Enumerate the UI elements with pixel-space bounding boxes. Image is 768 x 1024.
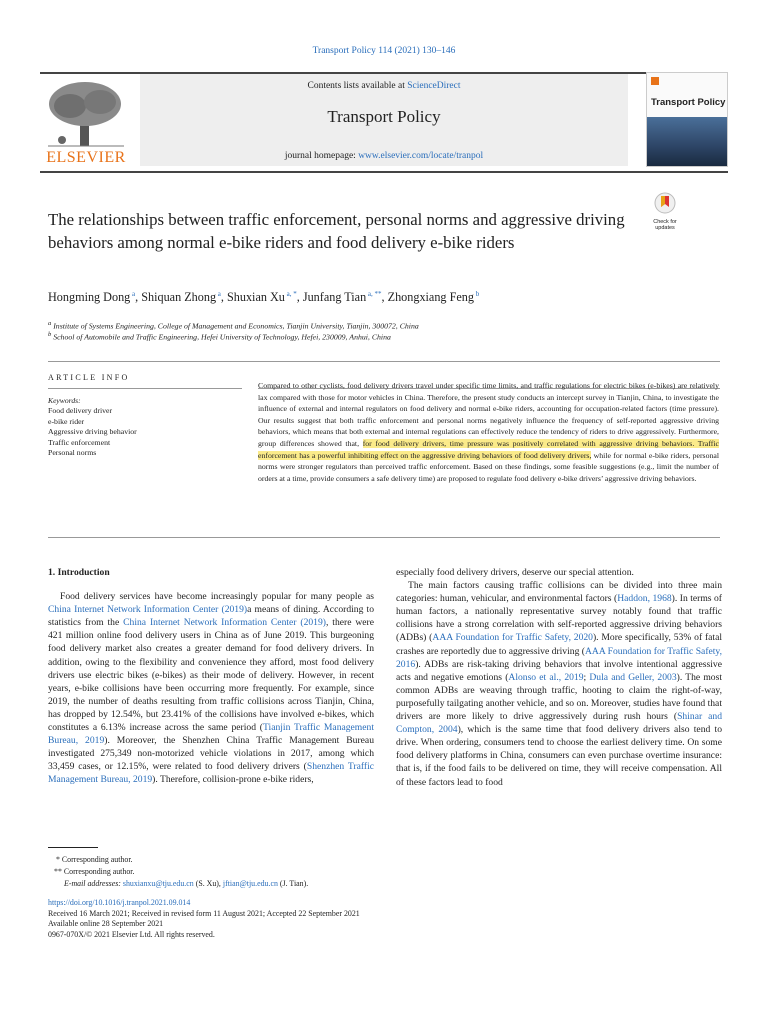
citation-link[interactable]: China Internet Network Information Center (2019) <box>123 617 326 629</box>
introduction-heading: 1. Introduction <box>48 567 110 578</box>
footnote-corresponding-1: * Corresponding author. <box>56 855 133 864</box>
email-link-xu[interactable]: shuxianxu@tju.edu.cn <box>122 879 194 888</box>
available-online-date: Available online 28 September 2021 <box>48 919 164 928</box>
affiliation-b <box>48 331 728 342</box>
email-link-tian[interactable]: jftian@tju.edu.cn <box>222 879 278 888</box>
body-text: ). Therefore, collision-prone e-bike riders, <box>152 774 314 786</box>
email-label: E-mail addresses: <box>64 879 121 888</box>
article-info-divider <box>48 388 242 389</box>
introduction-right-column <box>396 566 722 789</box>
email-owner-xu: (S. Xu), <box>193 879 223 888</box>
citation-link[interactable]: China Internet Network Information Center (2019) <box>48 604 248 616</box>
keyword: Food delivery driver <box>48 406 113 415</box>
journal-homepage-line <box>140 151 628 161</box>
abstract-part-1: Compared to other cyclists, food delivery drivers travel under specific time limits, and traffic regulations for electric bikes (e-bikes) are relatively lax compared with those for motor vehicles in China. Therefore, the present study conducts an intercept survey in Tianjin, China, to investigate the influence of external and internal regulators on food delivery and normal e-bike riders, accounting for occupation-related factors (time pressure). Our results suggest that both traffic enforcement and personal norms negatively influence the frequency of self-reported aggressive driving behaviors, which means that both external and internal regulations can effectively reduce the tendency of riders to drive aggressively. Furthermore, group differences showed that, <box>258 381 719 448</box>
body-text: ), which is the same time that food delivery drivers also tend to drive. When ordering, consumers tend to choose the earliest delivery time. On some food delivery platforms in China, consumers can even purchase overtime insurance: that is, if the food fails to be delivered on time, they will receive compensation. All of these factors lead to food <box>396 724 722 788</box>
journal-citation-line[interactable]: Transport Policy 114 (2021) 130–146 <box>312 46 456 56</box>
citation-link[interactable]: AAA Foundation for Traffic Safety, 2020 <box>432 632 593 644</box>
author-affiliation-marker[interactable]: a, ** <box>366 290 382 298</box>
footnote-corresponding-2: ** Corresponding author. <box>54 867 135 876</box>
publication-info <box>48 898 360 940</box>
divider-bottom <box>48 537 720 538</box>
author-name[interactable]: Shiquan Zhong <box>141 290 217 305</box>
author-name[interactable]: Zhongxiang Feng <box>387 290 474 305</box>
affiliation-a-text: Institute of Systems Engineering, College of Management and Economics, Tianjin University, Tianjin, 300072, China <box>53 321 419 331</box>
footnote-emails <box>64 879 308 888</box>
body-text: a means of dining. According to statistics from the <box>48 604 374 629</box>
keyword: Personal norms <box>48 448 97 458</box>
abstract-text <box>258 380 719 484</box>
author-name[interactable]: Junfang Tian <box>302 290 367 305</box>
keywords-label: Keywords: <box>48 396 81 405</box>
body-text: Food delivery services have become increasingly popular for many people as <box>60 591 374 603</box>
body-text: ; <box>583 671 590 683</box>
article-info-heading: ARTICLE INFO <box>48 373 130 382</box>
received-dates: Received 16 March 2021; Received in revised form 11 August 2021; Accepted 22 September 2021 <box>48 908 360 918</box>
affiliation-b-marker: b <box>48 331 52 338</box>
citation-link[interactable]: Alonso et al., 2019 <box>508 671 584 683</box>
author-affiliation-marker[interactable]: a <box>216 290 221 298</box>
abstract-part-2: while for normal e-bike riders, personal norms were stronger regulators than perceived traffic enforcement. Based on these findings, some feasible suggestions (e.g., limit the number of orders at a time, provide consumers a safe delivery time) are proposed to regulate food delivery e-bike drivers’ aggressive driving behaviors. <box>258 450 720 483</box>
citation-link[interactable]: Haddon, 1968 <box>617 593 672 605</box>
citation-link[interactable]: Dula and Geller, 2003 <box>589 671 677 683</box>
email-owner-tian: (J. Tian). <box>277 879 309 888</box>
keyword: e-bike rider <box>48 416 85 426</box>
affiliation-a <box>48 320 728 331</box>
homepage-prefix: journal homepage: <box>284 151 359 161</box>
citation-link[interactable]: AAA Foundation for Traffic Safety, 2016 <box>396 645 723 670</box>
body-text: ). Moreover, the Shenzhen China Traffic Management Bureau investigated 275,349 non-motorized vehicle violations in 2017, among which 33,459 cases, or 12.15%, were related to food delivery drivers ( <box>48 735 374 773</box>
body-text: ). In terms of human factors, a nationally representative survey notably found that traffic collisions have a strong correlation with self-reported aggressive driving behaviors (ADBs) ( <box>396 593 723 644</box>
author-affiliation-marker[interactable]: b <box>473 290 480 298</box>
cover-photo <box>647 117 727 166</box>
contents-prefix: Contents lists available at <box>307 81 408 91</box>
author-name[interactable]: Hongming Dong <box>48 290 131 305</box>
author-name[interactable]: Shuxian Xu <box>227 290 285 305</box>
abstract-highlight: for food delivery drivers, time pressure was positively correlated with aggressive driving behaviors. Traffic enforcement has a powerful inhibiting effect on the aggressive driving behaviors of food delivery drivers, <box>258 438 719 460</box>
footnote-divider <box>48 847 98 848</box>
crossmark-label-line2: updates <box>655 225 675 231</box>
citation-link[interactable]: Shenzhen Traffic Management Bureau, 2019 <box>48 761 374 786</box>
body-text: ). More specifically, 53% of fatal crashes are reportedly due to aggressive driving ( <box>396 632 722 657</box>
journal-title: Transport Policy <box>327 107 441 126</box>
citation-link[interactable]: Tianjin Traffic Management Bureau, 2019 <box>48 722 374 747</box>
copyright-line: 0967-070X/© 2021 Elsevier Ltd. All rights reserved. <box>48 929 215 939</box>
check-for-updates-badge[interactable] <box>648 192 682 232</box>
divider-top <box>48 361 720 362</box>
journal-cover-thumbnail[interactable] <box>646 72 728 167</box>
journal-homepage-link[interactable]: www.elsevier.com/locate/tranpol <box>358 151 484 161</box>
cover-journal-title: Transport Policy <box>651 97 726 108</box>
author-affiliation-marker[interactable]: a, * <box>284 290 297 298</box>
keyword: Traffic enforcement <box>48 437 111 447</box>
keyword: Aggressive driving behavior <box>48 427 137 437</box>
elsevier-wordmark: ELSEVIER <box>46 149 126 166</box>
cover-logo-mark <box>651 77 659 85</box>
affiliation-a-marker: a <box>48 320 52 327</box>
body-text: The main factors causing traffic collisions can be divided into three main categories: human, vehicular, and environmental factors ( <box>396 580 722 605</box>
elsevier-logo <box>40 76 132 166</box>
author-list: Hongming Dong $^a$, Shiquan Zhong $^a$, Shuxian Xu $^{a, *}$, Junfang Tian $^{a, **}$, Zhongxiang Feng $^b$ <box>48 290 480 305</box>
crossmark-icon <box>648 192 682 214</box>
introduction-paragraph-1 <box>48 590 374 786</box>
sciencedirect-link[interactable]: ScienceDirect <box>407 81 461 91</box>
introduction-paragraph-2 <box>396 579 722 789</box>
body-text: ). The most common ADBs are weaving through traffic, hooting to claim the right-of-way, purposefully tailgating another vehicle, and so on. Moreover, studies have found that drivers are more likely to drive aggressively during rush hours ( <box>396 671 722 723</box>
crossmark-label-line1: Check for <box>653 219 677 225</box>
body-text: ). ADBs are risk-taking driving behaviors that involve intentional aggressive acts and negative emotions ( <box>396 658 722 683</box>
citation-link[interactable]: Shinar and Compton, 2004 <box>396 711 722 736</box>
body-text: , there were 421 million online food delivery users in China as of June 2019. This burgeoning food delivery market also creates a greater demand for food delivery drivers. In addition, owing to the flexibility and convenience they afford, most food delivery drivers use electric bikes (e-bikes) as their mode of delivery. However, in recent years, e-bike collisions have been occurring more frequently. For example, since 2019, the number of deaths resulting from traffic collisions across Tianjin, China, has dropped by 12.54%, but 23.41% of the collisions have involved e-bikes, which constitutes a 6.13% increase across the same period ( <box>48 617 374 734</box>
affiliation-b-text: School of Automobile and Traffic Engineering, Hefei University of Technology, Hefei, 230009, Anhui, China <box>53 332 391 342</box>
introduction-paragraph-continuation: especially food delivery drivers, deserve our special attention. <box>396 567 634 578</box>
contents-available-line <box>140 81 628 91</box>
doi-link[interactable]: https://doi.org/10.1016/j.tranpol.2021.09.014 <box>48 898 191 907</box>
introduction-left-column <box>48 566 374 787</box>
author-affiliation-marker[interactable]: a <box>130 290 136 298</box>
paper-title: The relationships between traffic enforcement, personal norms and aggressive driving behaviors among normal e-bike riders and food delivery e-bike riders <box>48 210 625 252</box>
keyword-list <box>48 406 137 459</box>
